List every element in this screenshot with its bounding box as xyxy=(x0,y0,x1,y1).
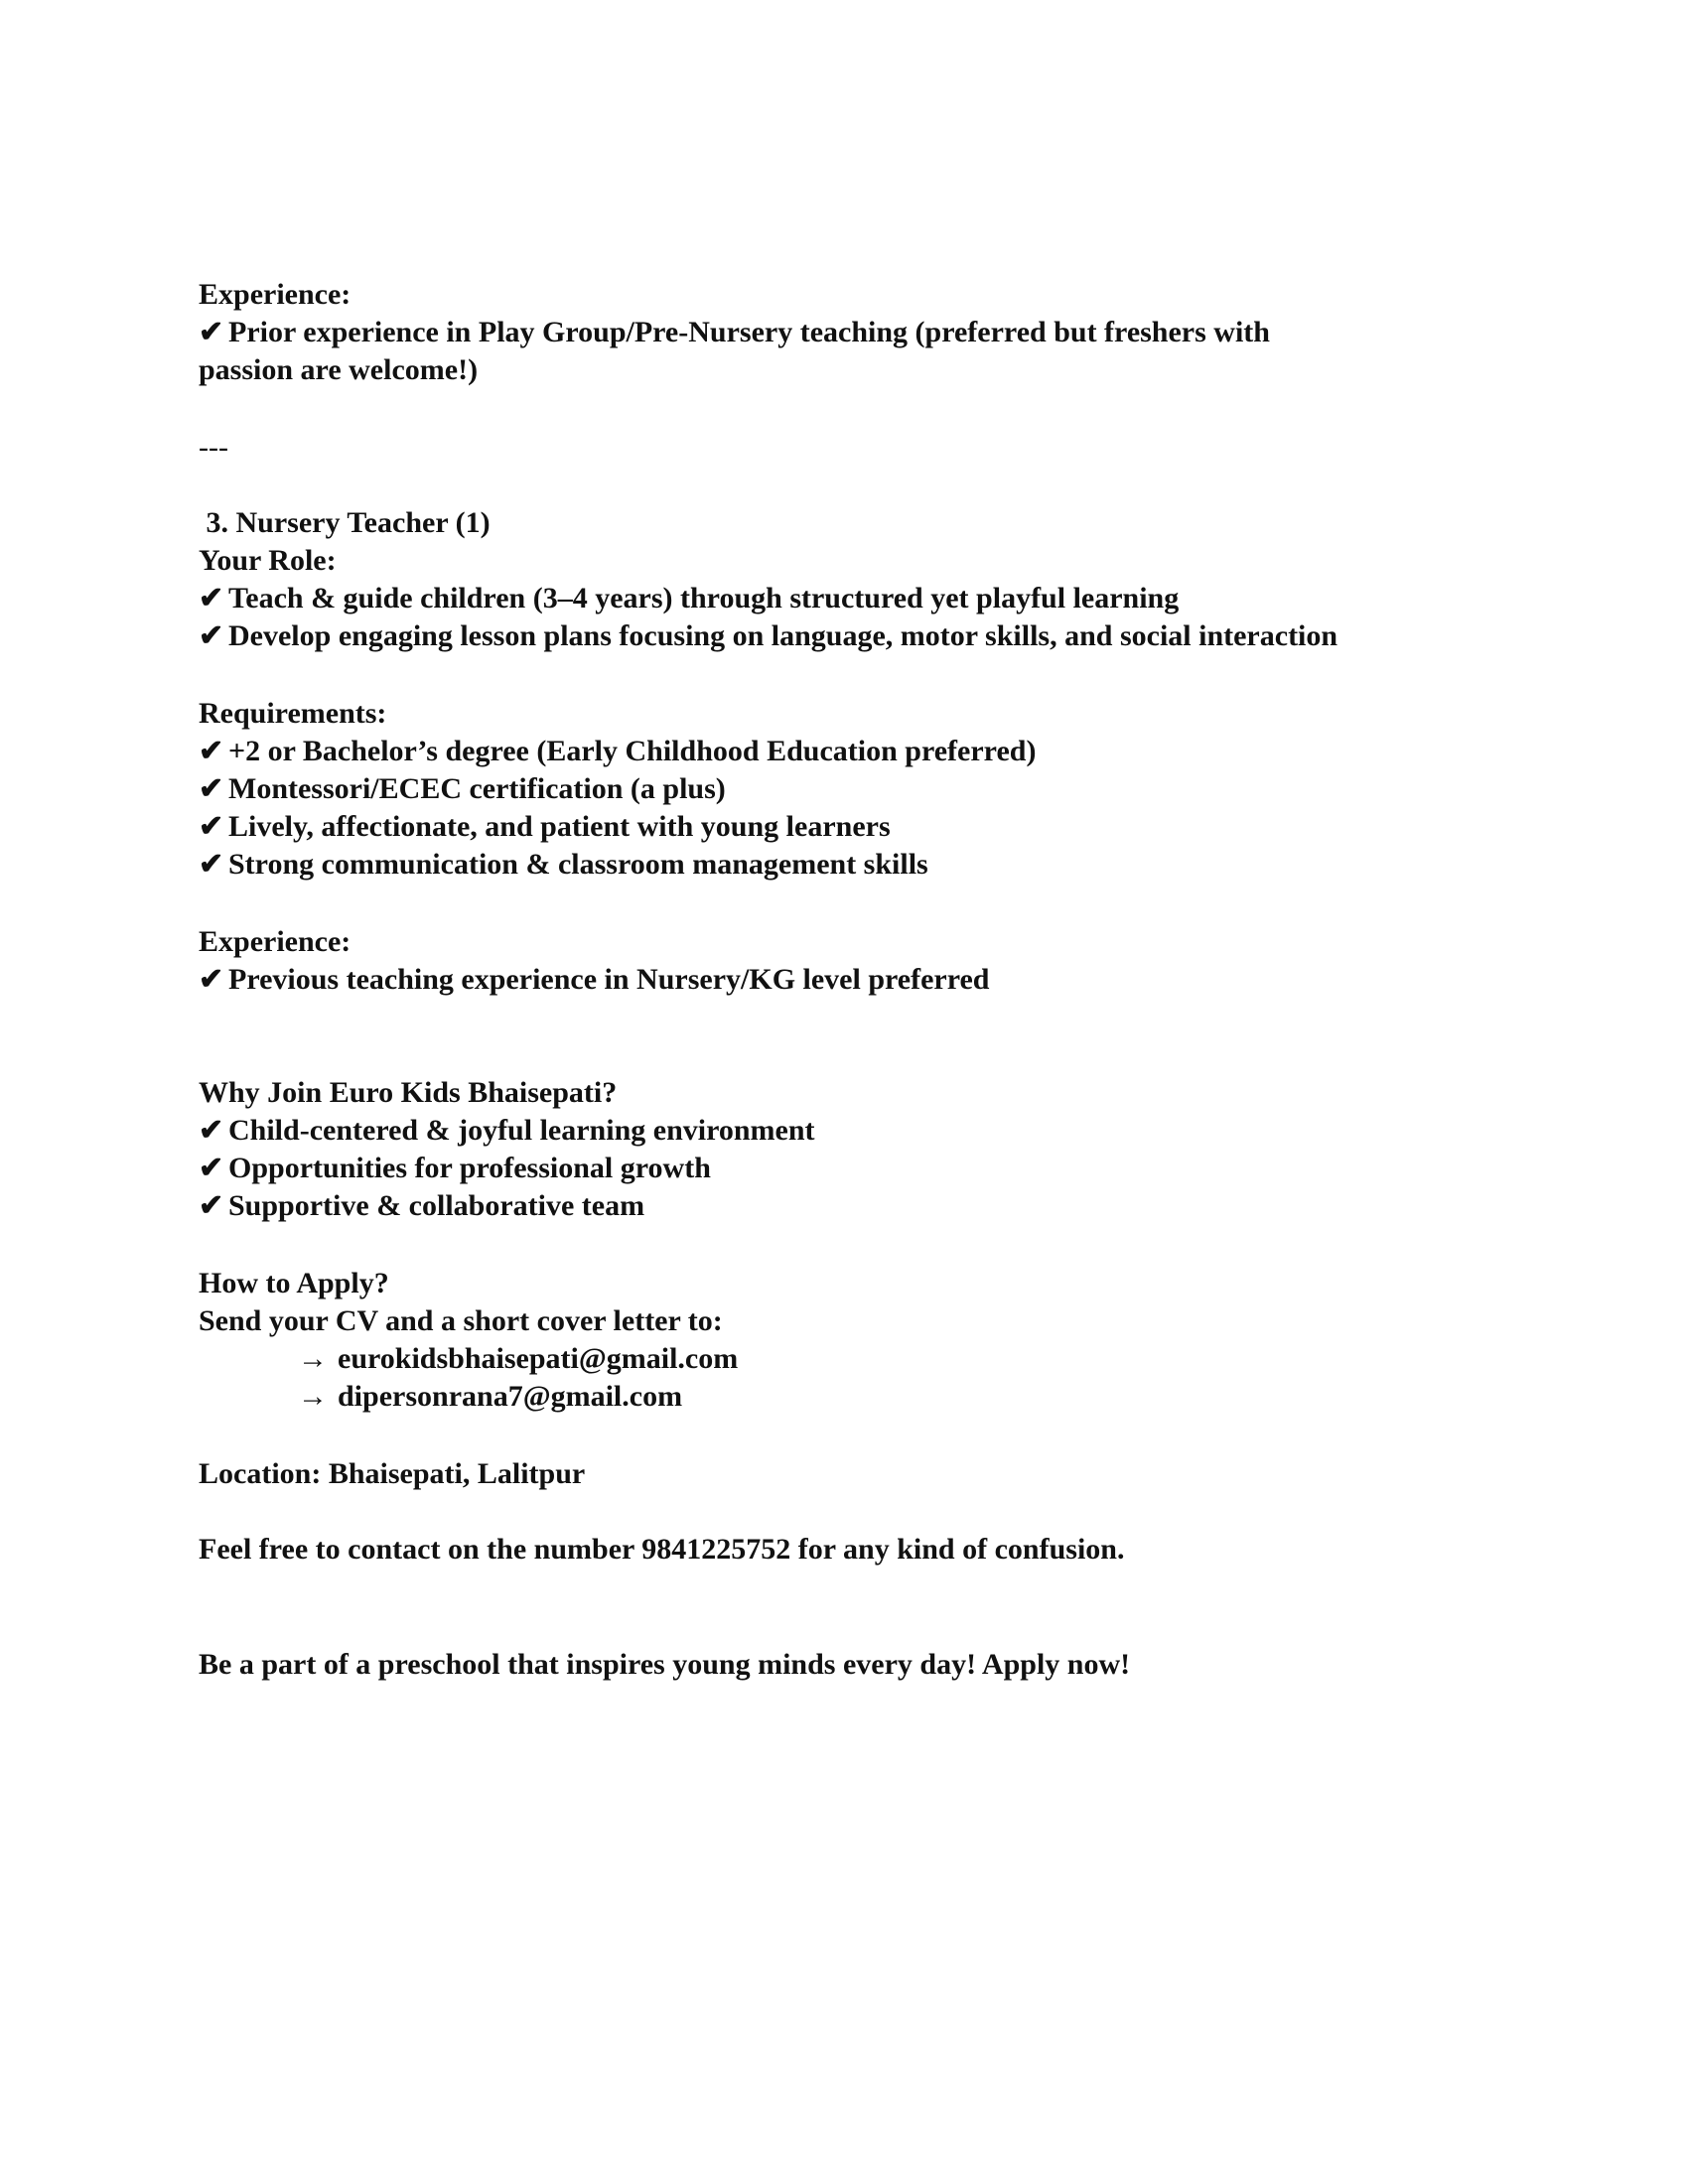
location: Location: Bhaisepati, Lalitpur xyxy=(199,1457,586,1490)
apply-heading: How to Apply? xyxy=(199,1267,389,1299)
list-item: ✔ Opportunities for professional growth xyxy=(199,1150,711,1187)
why-join-heading: Why Join Euro Kids Bhaisepati? xyxy=(199,1076,618,1109)
checkmark-icon: ✔ xyxy=(199,848,224,881)
experience-heading-prev: Experience: xyxy=(199,278,352,311)
list-item-continuation: passion are welcome!) xyxy=(199,353,479,386)
email-line xyxy=(298,1340,738,1378)
list-item: ✔ Child-centered & joyful learning environment xyxy=(199,1112,815,1150)
list-item: ✔ Lively, affectionate, and patient with young learners xyxy=(199,808,891,846)
list-item: ✔ Prior experience in Play Group/Pre-Nursery teaching (preferred but freshers with xyxy=(199,314,1270,351)
checkmark-icon: ✔ xyxy=(199,619,224,652)
checkmark-icon: ✔ xyxy=(199,963,224,996)
checkmark-icon: ✔ xyxy=(199,735,224,767)
apply-instruction: Send your CV and a short cover letter to: xyxy=(199,1304,723,1337)
list-item: ✔ Supportive & collaborative team xyxy=(199,1187,644,1225)
contact-note: Feel free to contact on the number 9841225752 for any kind of confusion. xyxy=(199,1533,1125,1566)
role-heading: Your Role: xyxy=(199,544,337,577)
list-item: ✔ Strong communication & classroom management skills xyxy=(199,846,928,884)
list-item: ✔ Montessori/ECEC certification (a plus) xyxy=(199,770,726,808)
experience-heading: Experience: xyxy=(199,925,352,958)
checkmark-icon: ✔ xyxy=(199,316,224,348)
checkmark-icon: ✔ xyxy=(199,772,224,805)
section-title-nursery-teacher: 3. Nursery Teacher (1) xyxy=(199,506,491,539)
email-line xyxy=(298,1378,682,1416)
separator: --- xyxy=(199,431,228,464)
checkmark-icon: ✔ xyxy=(199,810,224,843)
list-item: ✔ Develop engaging lesson plans focusing on language, motor skills, and social interaction xyxy=(199,617,1337,655)
email-link[interactable]: dipersonrana7@gmail.com xyxy=(338,1380,683,1413)
closing-line: Be a part of a preschool that inspires young minds every day! Apply now! xyxy=(199,1648,1131,1681)
list-item: ✔ Previous teaching experience in Nursery/KG level preferred xyxy=(199,961,990,999)
email-link[interactable]: eurokidsbhaisepati@gmail.com xyxy=(338,1342,739,1375)
checkmark-icon: ✔ xyxy=(199,1189,224,1222)
checkmark-icon: ✔ xyxy=(199,1152,224,1184)
list-item: ✔ +2 or Bachelor’s degree (Early Childhood Education preferred) xyxy=(199,733,1036,770)
checkmark-icon: ✔ xyxy=(199,582,224,614)
requirements-heading: Requirements: xyxy=(199,697,387,730)
checkmark-icon: ✔ xyxy=(199,1114,224,1147)
arrow-right-icon: → xyxy=(298,1342,328,1375)
arrow-right-icon: → xyxy=(298,1380,328,1413)
list-item: ✔ Teach & guide children (3–4 years) through structured yet playful learning xyxy=(199,580,1179,617)
